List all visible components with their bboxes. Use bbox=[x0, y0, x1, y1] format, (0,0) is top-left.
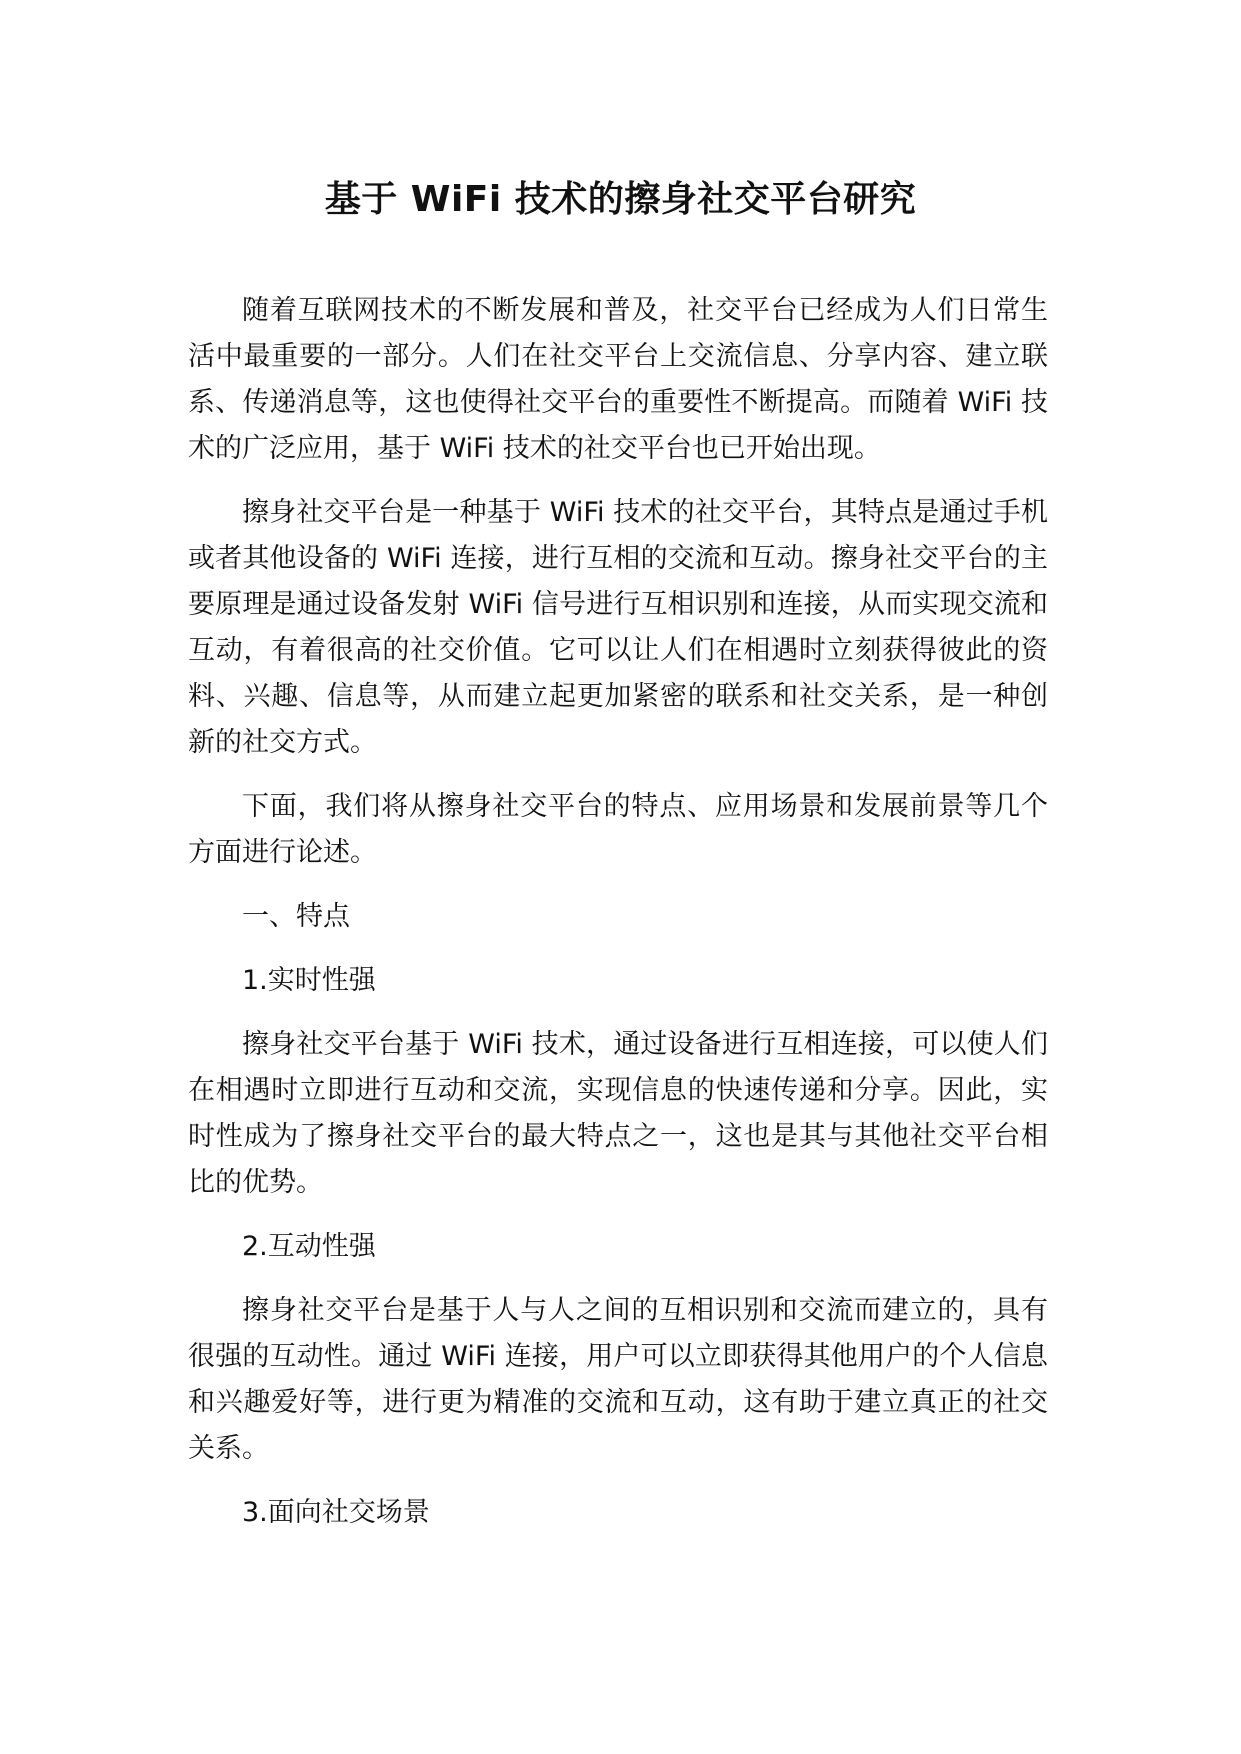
section-heading-features: 一、特点 bbox=[242, 901, 350, 932]
subheading-realtime: 1.实时性强 bbox=[242, 965, 376, 996]
paragraph-intro: 随着互联网技术的不断发展和普及，社交平台已经成为人们日常生活中最重要的一部分。人们在社交平台上交流信息、分享内容、建立联系、传递消息等，这也使得社交平台的重要性不断提高。而随着 WiFi 技术的广泛应用，基于 WiFi 技术的社交平台也已开始出现。 bbox=[188, 295, 1048, 464]
paragraph-realtime: 擦身社交平台基于 WiFi 技术，通过设备进行互相连接，可以使人们在相遇时立即进行互动和交流，实现信息的快速传递和分享。因此，实时性成为了擦身社交平台的最大特点之一，这也是其与其他社交平台相比的优势。 bbox=[188, 1029, 1048, 1198]
paragraph-principle: 擦身社交平台是一种基于 WiFi 技术的社交平台，其特点是通过手机或者其他设备的 WiFi 连接，进行互相的交流和互动。擦身社交平台的主要原理是通过设备发射 WiFi 信号进行互相识别和连接，从而实现交流和互动，有着很高的社交价值。它可以让人们在相遇时立刻获得彼此的资料、兴趣、信息等，从而建立起更加紧密的联系和社交关系，是一种创新的社交方式。 bbox=[188, 497, 1048, 758]
subheading-interactivity: 2.互动性强 bbox=[242, 1231, 376, 1262]
document-title: 基于 WiFi 技术的擦身社交平台研究 bbox=[324, 179, 917, 220]
paragraph-outline: 下面，我们将从擦身社交平台的特点、应用场景和发展前景等几个方面进行论述。 bbox=[188, 791, 1048, 868]
document-body bbox=[188, 288, 1048, 1554]
paragraph-interactivity: 擦身社交平台是基于人与人之间的互相识别和交流而建立的，具有很强的互动性。通过 WiFi 连接，用户可以立即获得其他用户的个人信息和兴趣爱好等，进行更为精准的交流和互动，这有助于建立真正的社交关系。 bbox=[188, 1295, 1048, 1464]
subheading-social-scenes: 3.面向社交场景 bbox=[242, 1497, 430, 1528]
